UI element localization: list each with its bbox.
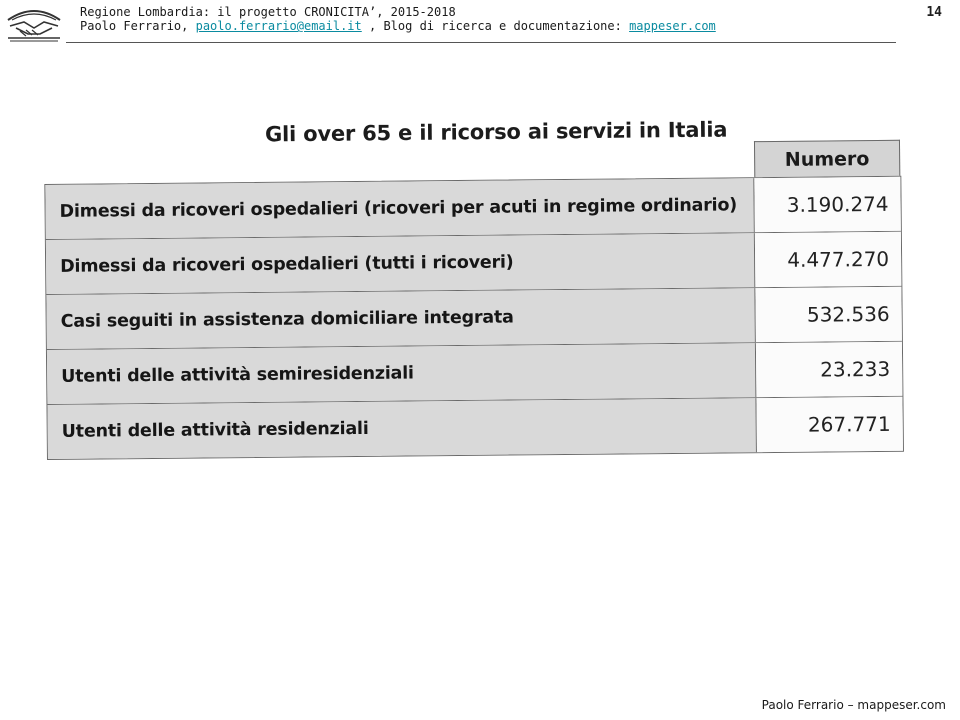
table-row bbox=[46, 231, 901, 294]
table-row bbox=[46, 286, 901, 349]
row-label: Casi seguiti in assistenza domiciliare integrata bbox=[46, 288, 755, 349]
blog-link[interactable]: mappeser.com bbox=[629, 19, 716, 33]
header-text-block bbox=[80, 5, 716, 33]
email-link[interactable]: paolo.ferrario@email.it bbox=[195, 19, 362, 33]
row-label: Utenti delle attività semiresidenziali bbox=[47, 343, 756, 404]
header-blog-caption: , Blog di ricerca e documentazione: bbox=[361, 19, 630, 33]
header-author-line bbox=[80, 19, 716, 33]
row-value: 4.477.270 bbox=[755, 232, 902, 287]
header-project-line: Regione Lombardia: il progetto CRONICITA’, 2015-2018 bbox=[80, 5, 456, 19]
column-header-numero: Numero bbox=[754, 140, 900, 177]
page-number: 14 bbox=[926, 5, 942, 20]
header-author-name: Paolo Ferrario, bbox=[80, 19, 196, 33]
row-value: 23.233 bbox=[756, 342, 903, 397]
scanned-table-image bbox=[40, 110, 910, 480]
row-label: Dimessi da ricoveri ospedalieri (ricoveri per acuti in regime ordinario) bbox=[45, 178, 754, 239]
row-label: Dimessi da ricoveri ospedalieri (tutti i ricoveri) bbox=[46, 233, 755, 294]
row-value: 532.536 bbox=[755, 287, 902, 342]
footer-credit: Paolo Ferrario – mappeser.com bbox=[761, 698, 946, 712]
table-body bbox=[44, 176, 904, 460]
table-title: Gli over 65 e il ricorso ai servizi in Italia bbox=[264, 117, 728, 147]
table-row bbox=[47, 396, 902, 459]
header-divider bbox=[66, 42, 896, 43]
slide-header bbox=[0, 0, 960, 46]
handshake-logo-icon bbox=[6, 4, 62, 42]
row-value: 267.771 bbox=[756, 397, 903, 452]
table-row bbox=[47, 341, 902, 404]
row-label: Utenti delle attività residenziali bbox=[47, 398, 756, 459]
table-row bbox=[45, 177, 900, 239]
row-value: 3.190.274 bbox=[754, 177, 901, 232]
services-table bbox=[44, 140, 907, 460]
